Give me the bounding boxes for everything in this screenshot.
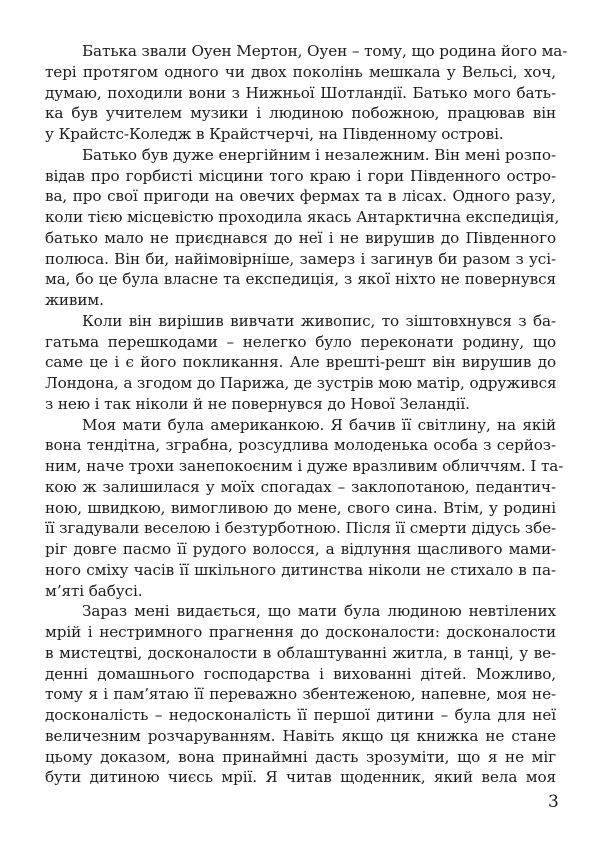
paragraph xyxy=(45,415,564,602)
text-line: коли тією місцевістю проходила якась Антарктична експедиція, xyxy=(45,208,560,226)
text-line: її згадували веселою і безтурботною. Після її смерти дідусь збе- xyxy=(45,519,557,538)
text-line: вона тендітна, зграбна, розсудлива молоденька особа з серйоз- xyxy=(45,436,556,455)
text-line: Коли він вирішив вивчати живопис, то зіштовхнувся з ба- xyxy=(82,311,556,330)
text-line: полюса. Він би, найімовірніше, замерз і загинув би разом з усі- xyxy=(45,249,556,268)
paragraph xyxy=(45,145,560,311)
text-line: бути дитиною чиєсь мрії. Я читав щоденник, який вела моя xyxy=(45,768,556,787)
text-line: ним, наче трохи занепокоєним і дуже вразливим обличчям. І та- xyxy=(45,457,564,475)
text-line: Лондона, а згодом до Парижа, де зустрів мою матір, одружився xyxy=(45,374,557,392)
text-line: Батька звали Оуен Мертон, Оуен – тому, що родина його ма- xyxy=(82,42,568,60)
text-line: ка був учителем музики і людиною побожною, працював він xyxy=(45,104,556,123)
text-line: ріг довге пасмо її рудого волосся, а відлуння щасливого мами- xyxy=(45,540,556,558)
page-number: 3 xyxy=(548,792,559,812)
text-line: м’яті бабусі. xyxy=(45,581,143,600)
text-line: ма, бо це була власне та експедиція, з якої ніхто не повернувся xyxy=(45,270,556,289)
text-line: живим. xyxy=(45,291,104,309)
text-line: денні домашнього господарства і вихованні дітей. Можливо, xyxy=(45,664,556,683)
text-line: з нею і так ніколи й не повернувся до Нової Зеландії. xyxy=(45,394,470,413)
text-line: ного сміху часів її шкільного дитинства ніколи не стихало в па- xyxy=(45,560,556,579)
text-line: у Крайстс-Коледж в Крайстчерчі, на Південному острові. xyxy=(45,125,504,143)
page-body xyxy=(45,41,568,788)
text-line: цьому доказом, вона принаймні дасть зрозуміти, що я не міг xyxy=(45,747,556,766)
text-line: в мистецтві, досконалости в облаштуванні житла, в танці, у ве- xyxy=(45,643,556,662)
text-line: кою ж залишилася у моїх спогадах – заклопотаною, педантич- xyxy=(45,477,556,496)
text-line: ною, швидкою, вимогливою до мене, свого сина. Втім, у родині xyxy=(45,498,556,517)
text-line: тому я і пам’ятаю її переважно збентеженою, напевне, моя не- xyxy=(45,685,556,704)
text-line: мрій і нестримного прагнення до досконалости: досконалости xyxy=(45,623,556,641)
text-line: величезним розчаруванням. Навіть якщо ця книжка не стане xyxy=(45,726,556,745)
text-line: Батько був дуже енергійним і незалежним. Він мені розпо- xyxy=(82,145,556,164)
paragraph xyxy=(45,311,556,415)
text-line: тері протягом одного чи двох поколінь мешкала у Вельсі, хоч, xyxy=(45,62,556,81)
text-line: досконалість – недосконалість її першої дитини – була для неї xyxy=(45,706,556,724)
text-line: відав про горбисті місцини того краю і гори Південного остро- xyxy=(45,166,556,185)
text-line: батько мало не приєднався до неї і не вирушив до Південного xyxy=(45,228,556,247)
text-line: гатьма перешкодами – нелегко було переконати родину, що xyxy=(45,332,556,351)
text-line: саме це і є його покликання. Але врешті-решт він вирушив до xyxy=(45,353,556,372)
text-line: думаю, походили вони з Нижньої Шотландії. Батько мого бать- xyxy=(45,83,556,102)
text-line: ва, про свої пригоди на овечих фермах та в лісах. Одного разу, xyxy=(45,187,556,206)
text-line: Зараз мені видається, що мати була людиною невтілених xyxy=(82,602,556,621)
text-line: Моя мати була американкою. Я бачив її світлину, на якій xyxy=(82,415,556,434)
paragraph xyxy=(45,41,568,145)
paragraph xyxy=(45,601,556,788)
